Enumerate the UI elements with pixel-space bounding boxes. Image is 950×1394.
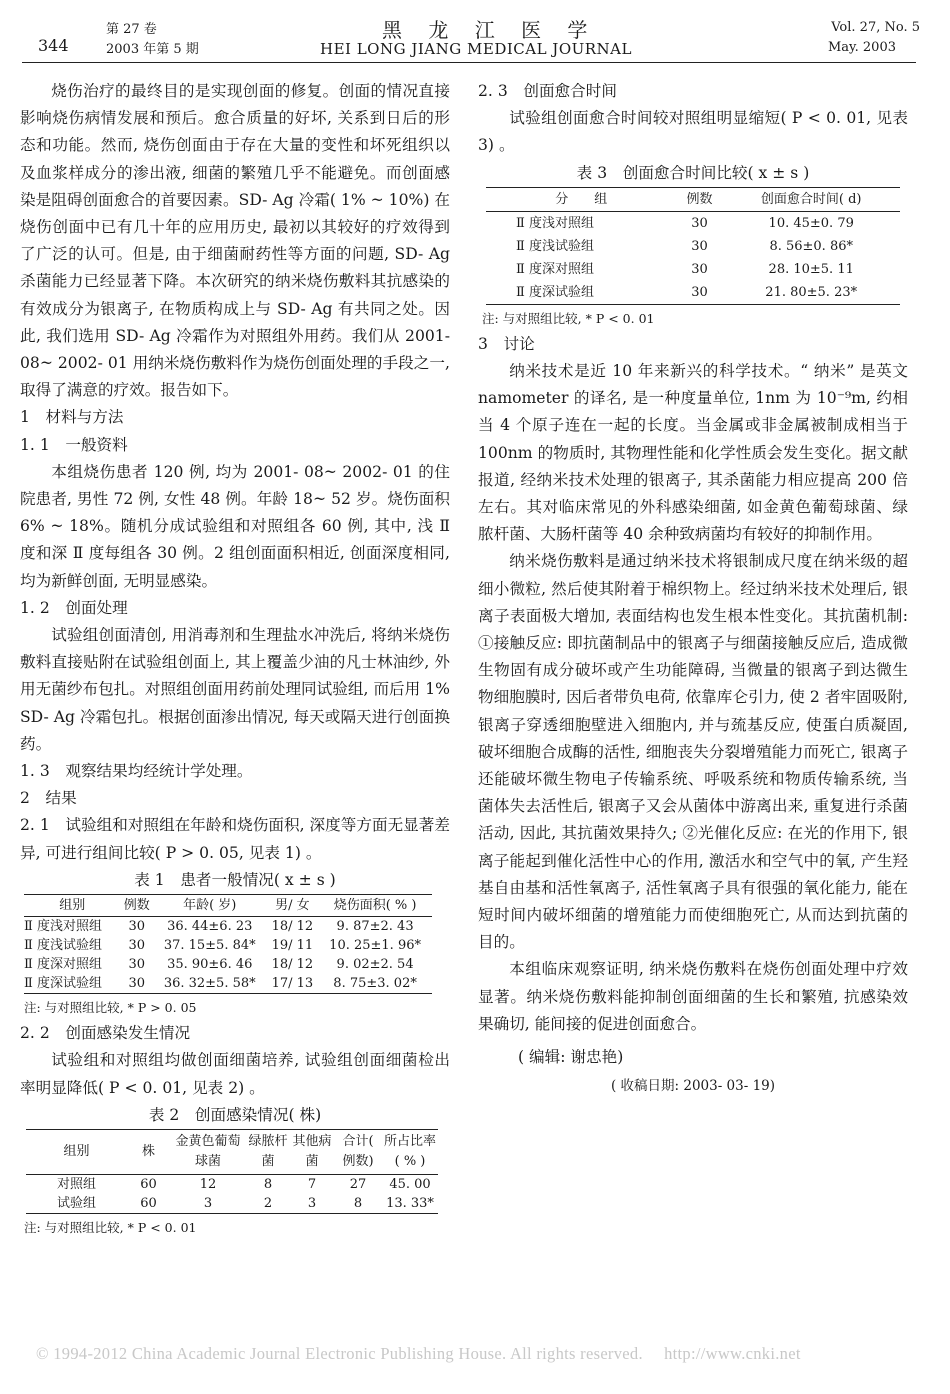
journal-title-en: HEI LONG JIANG MEDICAL JOURNAL <box>320 40 632 58</box>
table-cell: Ⅱ 度浅试验组 <box>24 938 102 954</box>
table1-header: 年龄( 岁) <box>153 895 267 917</box>
received-date: ( 收稿日期: 2003- 03- 19) <box>610 1078 776 1095</box>
table-cell: 27 <box>349 1176 367 1192</box>
header-rule <box>22 62 916 63</box>
table2-header: 株 <box>127 1129 170 1174</box>
section-1-2-paragraph: 试验组创面清创, 用消毒剂和生理盐水冲洗后, 将纳米烧伤敷料直接贴附在试验组创面上, 其上覆盖少油的凡士林油纱, 外用无菌纱布包扎。对照组创面用药前处理同试验组, 而后用 1% SD- Ag 冷霜包扎。根据创面渗出情况, 每天或隔天进行创面换药。 <box>20 626 450 753</box>
date-en: May. 2003 <box>827 40 896 55</box>
year-issue-cn: 2003 年第 5 期 <box>106 42 199 57</box>
table-row <box>486 235 900 258</box>
table-cell: 8 <box>353 1195 363 1211</box>
table-cell: Ⅱ 度浅对照组 <box>516 215 594 231</box>
copyright-footer: © 1994-2012 China Academic Journal Electronic Publishing House. All rights reserved. http://www.cnki.net <box>36 1344 801 1363</box>
section-2-2-paragraph: 试验组和对照组均做创面细菌培养, 试验组创面细菌检出率明显降低( P < 0. 01, 见表 2) 。 <box>20 1051 450 1097</box>
table-cell: 30 <box>128 957 145 973</box>
table-cell: 35. 90±6. 46 <box>167 957 253 973</box>
table-row <box>486 258 900 281</box>
table-row <box>486 281 900 305</box>
table-row <box>24 955 432 974</box>
intro-paragraph: 烧伤治疗的最终目的是实现创面的修复。创面的情况直接影响烧伤病情发展和预后。愈合质量的好坏, 关系到日后的形态和功能。然而, 烧伤创面由于存在大量的变性和坏死组织以及血浆样成分的渗出液, 细菌的繁殖几乎不能避免。而创面感染是阻碍创面愈合的首要因素。SD- Ag 冷霜( 1% ~ 10%) 在烧伤创面中已有几十年的应用历史, 最初以其较好的疗效得到了广泛的认可。但是, 由于细菌耐药性等方面的问题, SD- Ag 杀菌能力已经显著下降。本次研究的纳米烧伤敷料其抗感染的有效成分为银离子, 在物质构成上与 SD- Ag 有共同之处。因此, 我们选用 SD- Ag 冷霜作为对照组外用药。我们从 2001- 08~ 2002- 01 用纳米烧伤敷料作为烧伤创面处理的手段之一, 取得了满意的疗效。报告如下。 <box>20 82 450 400</box>
table-cell: Ⅱ 度浅对照组 <box>24 919 102 935</box>
table1 <box>24 894 432 994</box>
table-cell: 36. 32±5. 58* <box>163 976 256 992</box>
table-cell: 10. 45±0. 79 <box>768 215 854 231</box>
table-cell: 2 <box>263 1195 273 1211</box>
table3-caption: 表 3 创面愈合时间比较( x ± s ) <box>576 163 810 182</box>
table-cell: 30 <box>128 919 145 935</box>
section-1-3-heading: 1. 3 观察结果均经统计学处理。 <box>20 762 253 781</box>
table1-header: 男/ 女 <box>267 895 319 917</box>
table-cell: 12 <box>199 1176 217 1192</box>
discussion-paragraph-1: 纳米技术是近 10 年来新兴的科学技术。“ 纳米” 是英文 namometer 的译名, 是一种度量单位, 1nm 为 10⁻⁹m, 约相当 4 个原子连在一起的长度。当金属或非金属被制成相当于 100nm 的物质时, 其物理性能和化学性质会发生变化。据文献报道, 经纳米技术处理的银离子, 其杀菌能力相应提高 200 倍左右。其对临床常见的外科感染细菌, 如金黄色葡萄球菌、绿脓杆菌、大肠杆菌等 40 余种致病菌均有较好的抑制作用。 <box>478 362 908 544</box>
section-1-1-heading: 1. 1 一般资料 <box>20 435 128 454</box>
table-cell: Ⅱ 度深对照组 <box>24 957 102 973</box>
table-cell: 45. 00 <box>389 1176 431 1192</box>
table-cell: 10. 25±1. 96* <box>329 938 421 954</box>
table-row <box>24 917 432 937</box>
table2-caption: 表 2 创面感染情况( 株) <box>148 1105 322 1124</box>
table-cell: 3 <box>203 1195 213 1211</box>
table-cell: 19/ 11 <box>271 938 314 954</box>
table3-header: 例数 <box>677 187 723 211</box>
table-cell: 30 <box>128 976 145 992</box>
running-header <box>20 12 920 60</box>
table-cell: 3 <box>307 1195 317 1211</box>
table-cell: 30 <box>691 261 708 277</box>
table1-header: 例数 <box>121 895 153 917</box>
table-cell: 8. 75±3. 02* <box>333 976 417 992</box>
table2-header: 组别 <box>26 1129 127 1174</box>
section-2-1-paragraph: 2. 1 试验组和对照组在年龄和烧伤面积, 深度等方面无显著差异, 可进行组间比较( P > 0. 05, 见表 1) 。 <box>20 816 450 862</box>
table2-header-row <box>26 1129 438 1174</box>
table-cell: Ⅱ 度深对照组 <box>516 261 594 277</box>
table-cell: Ⅱ 度浅试验组 <box>516 238 594 254</box>
volume-cn: 第 27 卷 <box>106 22 157 37</box>
table-cell: 对照组 <box>57 1176 97 1192</box>
table2-header: 绿脓杆菌 <box>246 1129 290 1174</box>
table-row <box>26 1174 438 1194</box>
table3 <box>486 187 900 305</box>
table1-header-row <box>24 895 432 917</box>
table-cell: 30 <box>691 215 708 231</box>
discussion-paragraph-3: 本组临床观察证明, 纳米烧伤敷料在烧伤创面处理中疗效显著。纳米烧伤敷料能抑制创面细菌的生长和繁殖, 抗感染效果确切, 能间接的促进创面愈合。 <box>478 960 908 1033</box>
table2 <box>26 1129 438 1214</box>
page-number: 344 <box>38 36 69 55</box>
table3-header: 分 组 <box>486 187 677 211</box>
table-cell: 60 <box>140 1176 157 1192</box>
table-cell: 36. 44±6. 23 <box>167 919 253 935</box>
table1-note: 注: 与对照组比较, * P > 0. 05 <box>24 1000 197 1016</box>
table2-header: 合计( 例数) <box>334 1129 382 1174</box>
section-3-heading: 3 讨论 <box>478 334 535 353</box>
table-cell: 18/ 12 <box>271 957 314 973</box>
section-2-3-heading: 2. 3 创面愈合时间 <box>478 82 617 100</box>
table-cell: 37. 15±5. 84* <box>163 938 256 954</box>
table-cell: 30 <box>128 938 145 954</box>
table-cell: 30 <box>691 238 708 254</box>
table-row <box>486 211 900 235</box>
table2-header: 所占比率( % ) <box>382 1129 438 1174</box>
volume-en: Vol. 27, No. 5 <box>831 20 920 35</box>
editor-note: ( 编辑: 谢忠艳) <box>518 1048 624 1067</box>
left-column <box>20 78 450 1240</box>
table-cell: 试验组 <box>57 1195 97 1211</box>
section-1-2-heading: 1. 2 创面处理 <box>20 598 128 617</box>
table-row <box>26 1194 438 1214</box>
table-cell: 9. 02±2. 54 <box>336 957 414 973</box>
table2-header: 其他病菌 <box>290 1129 334 1174</box>
section-2-3-paragraph: 试验组创面愈合时间较对照组明显缩短( P < 0. 01, 见表 3) 。 <box>478 109 908 155</box>
table2-header: 金黄色葡萄球菌 <box>170 1129 246 1174</box>
table-cell: 17/ 13 <box>271 976 314 992</box>
section-1-heading: 1 材料与方法 <box>20 408 124 427</box>
table3-header: 创面愈合时间( d) <box>722 187 900 211</box>
table-cell: Ⅱ 度深试验组 <box>516 284 594 300</box>
table-cell: 30 <box>691 284 708 300</box>
table2-note: 注: 与对照组比较, * P < 0. 01 <box>24 1219 197 1235</box>
table-cell: 13. 33* <box>386 1195 434 1211</box>
section-1-1-paragraph: 本组烧伤患者 120 例, 均为 2001- 08~ 2002- 01 的住院患者, 男性 72 例, 女性 48 例。年龄 18~ 52 岁。烧伤面积 6% ~ 18%。随机分成试验组和对照组各 60 例, 其中, 浅 Ⅱ 度和深 Ⅱ 度每组各 30 例。2 组创面面积相近, 创面深度相同, 均为新鲜创面, 无明显感染。 <box>20 462 450 590</box>
table1-header: 组别 <box>24 895 121 917</box>
table-cell: 18/ 12 <box>271 919 314 935</box>
table-cell: 7 <box>307 1176 317 1192</box>
table-cell: 21. 80±5. 23* <box>765 284 858 300</box>
journal-title-cn: 黑 龙 江 医 学 <box>382 18 598 42</box>
section-2-heading: 2 结果 <box>20 789 77 808</box>
discussion-paragraph-2: 纳米烧伤敷料是通过纳米技术将银制成尺度在纳米级的超细小微粒, 然后使其附着于棉织物上。经过纳米技术处理后, 银离子表面极大增加, 表面结构也发生根本性变化。其抗菌机制: ①接触反应: 即抗菌制品中的银离子与细菌接触反应后, 造成微生物固有成分破坏或产生功能障碍, 当微量的银离子到达微生物细胞膜时, 因后者带负电荷, 依靠库仑引力, 使 2 者牢固吸附, 银离子穿透细胞壁进入细胞内, 并与巯基反应, 使蛋白质凝固, 破坏细胞合成酶的活性, 细胞丧失分裂增殖能力而死亡, 银离子还能破坏微生物电子传输系统、呼吸系统和物质传输系统, 当菌体失去活性后, 银离子又会从菌体中游离出来, 重复进行杀菌活动, 因此, 其抗菌效果持久; ②光催化反应: 在光的作用下, 银离子能起到催化活性中心的作用, 激活水和空气中的氧, 产生羟基自由基和活性氧离子, 活性氧离子具有很强的氧化能力, 能在短时间内破坏细菌的增殖能力而使细胞死亡, 从而达到抗菌的目的。 <box>478 552 908 952</box>
table3-note: 注: 与对照组比较, * P < 0. 01 <box>482 310 655 326</box>
table1-caption: 表 1 患者一般情况( x ± s ) <box>134 870 336 889</box>
table-row <box>24 974 432 994</box>
table-cell: 8 <box>263 1176 273 1192</box>
table1-header: 烧伤面积( % ) <box>318 895 432 917</box>
table-cell: 60 <box>140 1195 157 1211</box>
table3-header-row <box>486 187 900 211</box>
table-cell: Ⅱ 度深试验组 <box>24 976 102 992</box>
table-cell: 9. 87±2. 43 <box>336 919 414 935</box>
table-row <box>24 936 432 955</box>
right-column <box>478 78 908 1101</box>
table-cell: 28. 10±5. 11 <box>768 261 854 277</box>
section-2-2-heading: 2. 2 创面感染发生情况 <box>20 1024 191 1043</box>
table-cell: 8. 56±0. 86* <box>769 238 853 254</box>
